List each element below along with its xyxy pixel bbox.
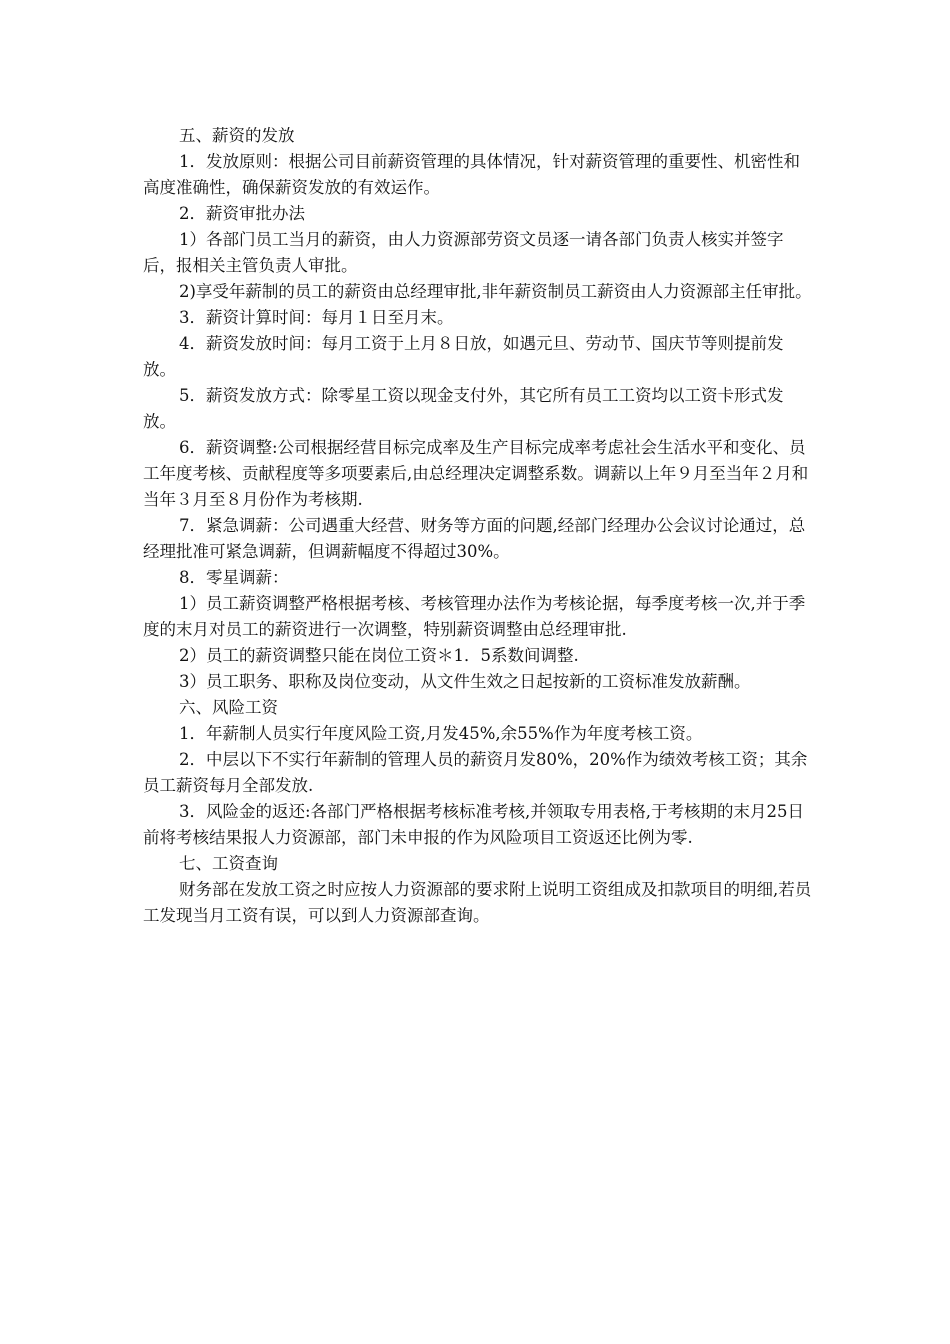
paragraph-approval-method: 2．薪资审批办法	[179, 204, 305, 223]
paragraph-approval-item-1: 1）各部门员工当月的薪资，由人力资源部劳资文员逐一请各部门负责人核实并签字后，报相关主管负责人审批。	[143, 230, 784, 275]
paragraph-sporadic-item-3: 3）员工职务、职称及岗位变动，从文件生效之日起按新的工资标准发放薪酬。	[179, 672, 751, 691]
section-heading-risk-salary: 六、风险工资	[179, 698, 278, 717]
paragraph-sporadic-item-1: 1）员工薪资调整严格根据考核、考核管理办法作为考核论据，每季度考核一次,并于季度的末月对员工的薪资进行一次调整，特别薪资调整由总经理审批.	[143, 594, 806, 639]
paragraph-salary-adjustment: 6．薪资调整:公司根据经营目标完成率及生产目标完成率考虑社会生活水平和变化、员工年度考核、贡献程度等多项要素后,由总经理决定调整系数。调薪以上年９月至当年２月和当年３月至８月份作为考核期.	[143, 438, 809, 509]
paragraph-payment-date: 4．薪资发放时间：每月工资于上月８日放，如遇元旦、劳动节、国庆节等则提前发放。	[143, 334, 784, 379]
document-body	[143, 123, 815, 929]
paragraph-risk-item-2: 2．中层以下不实行年薪制的管理人员的薪资月发80%，20%作为绩效考核工资；其余员工薪资每月全部发放.	[143, 750, 808, 795]
paragraph-salary-inquiry: 财务部在发放工资之时应按人力资源部的要求附上说明工资组成及扣款项目的明细,若员工发现当月工资有误，可以到人力资源部查询。	[143, 880, 812, 925]
section-heading-salary-payment: 五、薪资的发放	[179, 126, 295, 145]
paragraph-sporadic-item-2: 2）员工的薪资调整只能在岗位工资＊1．5系数间调整.	[179, 646, 579, 665]
section-heading-salary-inquiry: 七、工资查询	[179, 854, 278, 873]
paragraph-sporadic-adjustment: 8．零星调薪：	[179, 568, 289, 587]
paragraph-calculation-period: 3．薪资计算时间：每月１日至月末。	[179, 308, 454, 327]
paragraph-payment-principle: 1．发放原则：根据公司目前薪资管理的具体情况，针对薪资管理的重要性、机密性和高度准确性，确保薪资发放的有效运作。	[143, 152, 800, 197]
paragraph-payment-method: 5．薪资发放方式：除零星工资以现金支付外，其它所有员工工资均以工资卡形式发放。	[143, 386, 784, 431]
paragraph-risk-item-1: 1．年薪制人员实行年度风险工资,月发45%,余55%作为年度考核工资。	[179, 724, 703, 743]
paragraph-emergency-adjustment: 7．紧急调薪：公司遇重大经营、财务等方面的问题,经部门经理办公会议讨论通过，总经理批准可紧急调薪，但调薪幅度不得超过30%。	[143, 516, 806, 561]
paragraph-approval-item-2: 2)享受年薪制的员工的薪资由总经理审批,非年薪资制员工薪资由人力资源部主任审批。	[179, 282, 812, 301]
paragraph-risk-item-3: 3．风险金的返还:各部门严格根据考核标准考核,并领取专用表格,于考核期的末月25日前将考核结果报人力资源部，部门未申报的作为风险项目工资返还比例为零.	[143, 802, 805, 847]
